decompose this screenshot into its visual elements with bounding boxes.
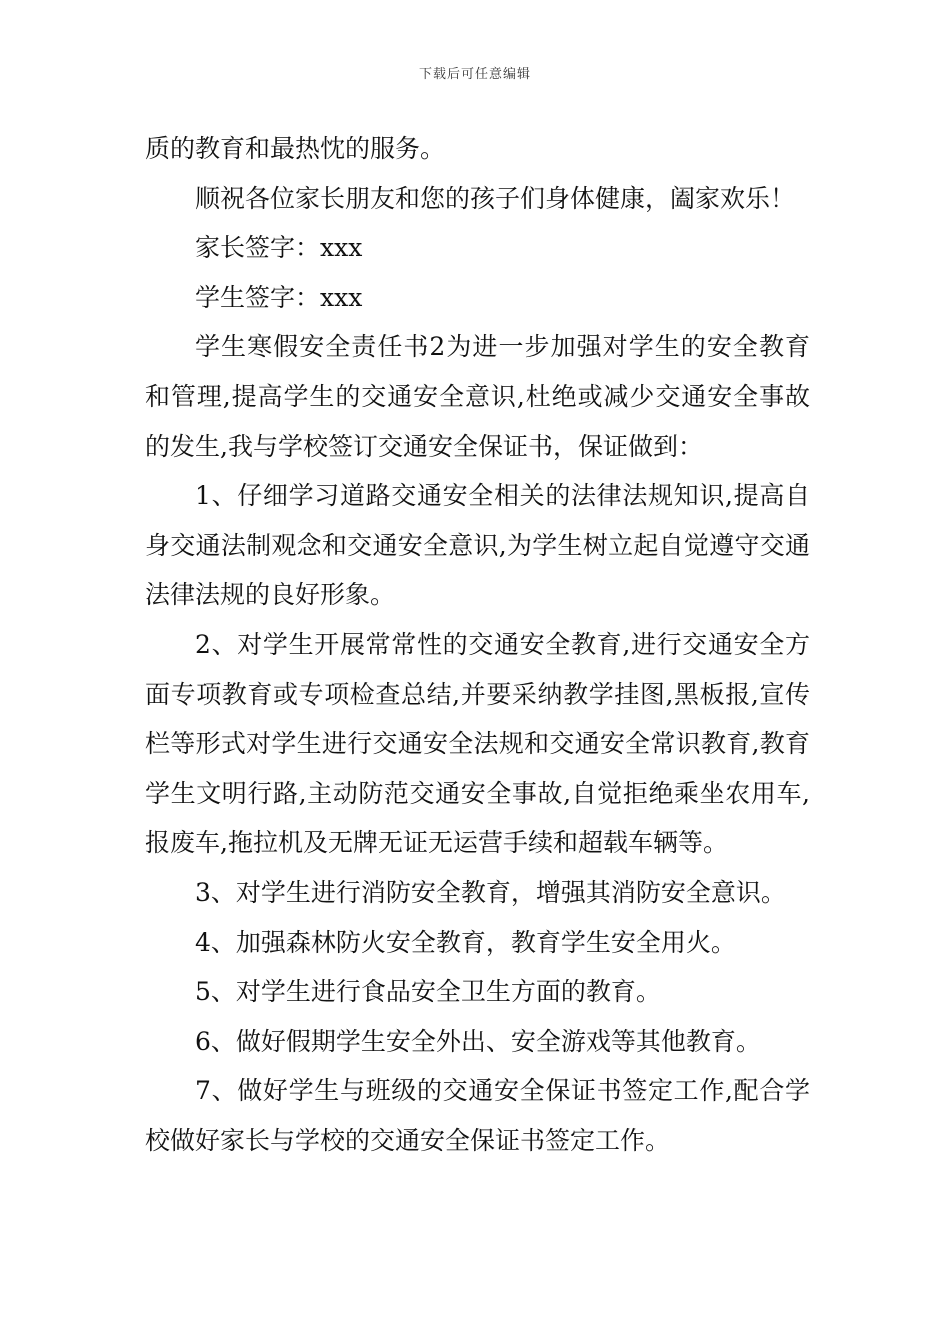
- list-item-7: 7、做好学生与班级的交通安全保证书签定工作,配合学校做好家长与学校的交通安全保证书签定工作。: [145, 1076, 810, 1155]
- list-item-2: 2、对学生开展常常性的交通安全教育,进行交通安全方面专项教育或专项检查总结,并要采纳教学挂图,黑板报,宣传栏等形式对学生进行交通安全法规和交通安全常识教育,教育学生文明行路,主动防范交通安全事故,自觉拒绝乘坐农用车,报废车,拖拉机及无牌无证无运营手续和超载车辆等。: [145, 629, 810, 858]
- list-item-5: 5、对学生进行食品安全卫生方面的教育。: [195, 977, 661, 1007]
- document-body: [145, 124, 810, 1165]
- paragraph-closing-continuation: 质的教育和最热忱的服务。: [145, 134, 446, 163]
- parent-signature-line: 家长签字：xxx: [195, 233, 363, 263]
- list-item-6: 6、做好假期学生安全外出、安全游戏等其他教育。: [195, 1026, 761, 1056]
- list-item-3: 3、对学生进行消防安全教育，增强其消防安全意识。: [195, 877, 786, 907]
- paragraph-wishes: 顺祝各位家长朋友和您的孩子们身体健康，阖家欢乐！: [195, 183, 796, 213]
- student-signature-line: 学生签字：xxx: [195, 282, 363, 312]
- paragraph-intro-document-2: 学生寒假安全责任书2为进一步加强对学生的安全教育和管理,提高学生的交通安全意识,杜绝或减少交通安全事故的发生,我与学校签订交通安全保证书，保证做到：: [145, 332, 810, 461]
- page-header: 下载后可任意编辑: [418, 67, 531, 82]
- list-item-4: 4、加强森林防火安全教育，教育学生安全用火。: [195, 927, 736, 957]
- list-item-1: 1、仔细学习道路交通安全相关的法律法规知识,提高自身交通法制观念和交通安全意识,为学生树立起自觉遵守交通法律法规的良好形象。: [145, 481, 810, 610]
